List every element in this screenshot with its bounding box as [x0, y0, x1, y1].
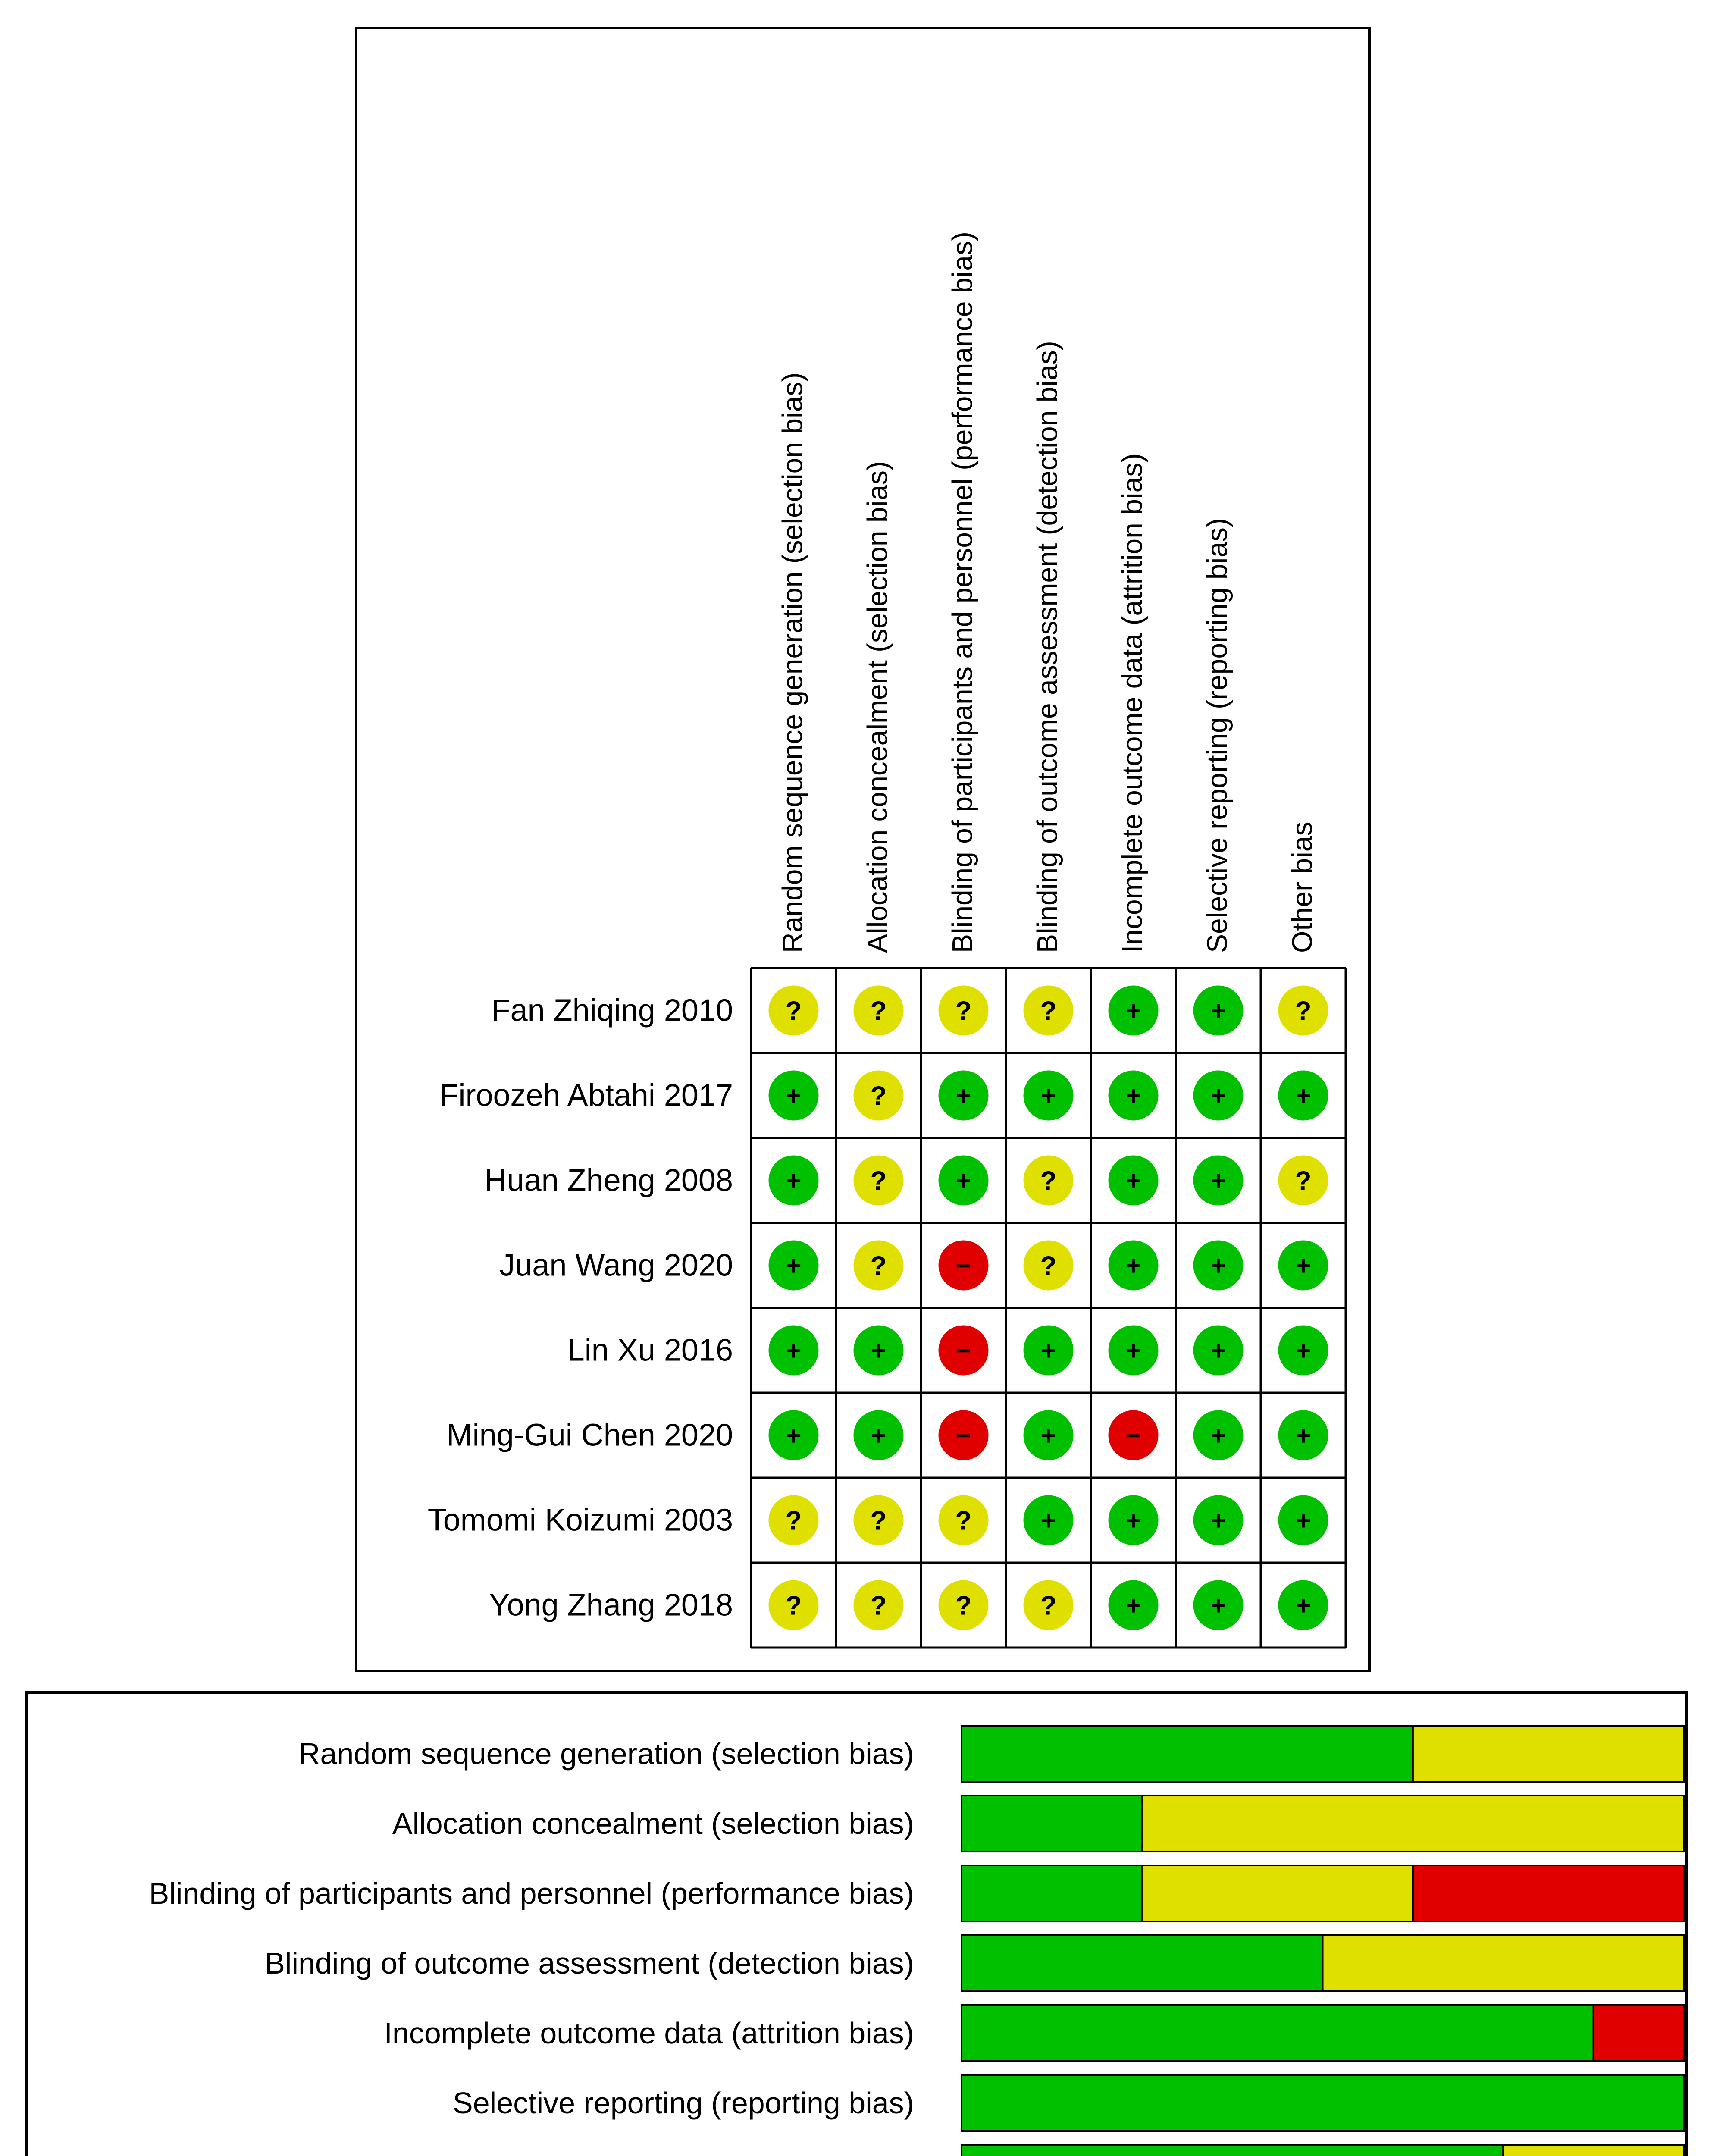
unclear-risk-marker [769, 1495, 819, 1545]
marker-symbol: + [786, 1081, 802, 1111]
marker-symbol: + [1125, 1251, 1141, 1281]
marker-symbol: + [1210, 1166, 1226, 1196]
unclear-risk-marker [1024, 1156, 1074, 1206]
low-risk-marker [1193, 1326, 1244, 1376]
unclear-risk-marker [1024, 986, 1074, 1036]
unclear-risk-marker [1278, 986, 1328, 1036]
marker-symbol: + [1295, 1336, 1311, 1366]
marker-symbol: + [871, 1336, 886, 1366]
marker-symbol: + [1040, 1421, 1056, 1451]
low-risk-marker [1109, 1156, 1159, 1206]
low-risk-marker [1193, 1241, 1244, 1291]
marker-symbol: ? [1295, 996, 1312, 1026]
marker-symbol: ? [870, 1251, 887, 1281]
marker-symbol: + [955, 1081, 971, 1111]
study-label: Tomomi Koizumi 2003 [427, 1503, 733, 1538]
unclear-risk-bar [1413, 1726, 1684, 1782]
risk-of-bias-summary [428, 232, 1346, 1648]
marker-symbol: ? [1040, 1591, 1057, 1621]
marker-symbol: ? [870, 1591, 887, 1621]
unclear-risk-bar [1503, 2145, 1684, 2156]
unclear-risk-marker [854, 1580, 904, 1630]
unclear-risk-marker [854, 1241, 904, 1291]
low-risk-marker [1278, 1410, 1328, 1460]
unclear-risk-marker [939, 1580, 989, 1630]
marker-symbol: + [871, 1421, 886, 1451]
low-risk-marker [769, 1071, 819, 1121]
marker-symbol: ? [870, 996, 887, 1026]
unclear-risk-marker [939, 986, 989, 1036]
marker-symbol: + [1125, 1591, 1141, 1621]
domain-header: Allocation concealment (selection bias) [861, 461, 893, 953]
marker-symbol: − [955, 1421, 971, 1451]
marker-symbol: − [955, 1251, 971, 1281]
unclear-risk-bar [1142, 1865, 1413, 1921]
marker-symbol: ? [1040, 1251, 1057, 1281]
marker-symbol: + [786, 1421, 802, 1451]
low-risk-marker [1109, 1580, 1159, 1630]
marker-symbol: + [786, 1251, 802, 1281]
marker-symbol: + [1040, 1506, 1056, 1536]
marker-symbol: + [786, 1166, 802, 1196]
low-risk-marker [1193, 1580, 1244, 1630]
high-risk-marker [1109, 1410, 1159, 1460]
low-risk-marker [1024, 1326, 1074, 1376]
study-label: Lin Xu 2016 [567, 1333, 733, 1368]
low-risk-marker [769, 1410, 819, 1460]
marker-symbol: ? [870, 1166, 887, 1196]
low-risk-marker [1109, 986, 1159, 1036]
domain-label: Random sequence generation (selection bias) [298, 1737, 914, 1771]
marker-symbol: ? [955, 1506, 972, 1536]
marker-symbol: + [1210, 1591, 1226, 1621]
marker-symbol: + [1040, 1081, 1056, 1111]
high-risk-marker [939, 1410, 989, 1460]
low-risk-marker [1024, 1410, 1074, 1460]
low-risk-marker [769, 1156, 819, 1206]
low-risk-marker [854, 1410, 904, 1460]
low-risk-marker [1024, 1495, 1074, 1545]
domain-header: Blinding of outcome assessment (detection bias) [1031, 341, 1063, 953]
unclear-risk-marker [854, 1071, 904, 1121]
unclear-risk-bar [1142, 1796, 1684, 1852]
domain-header: Selective reporting (reporting bias) [1201, 518, 1233, 953]
low-risk-marker [769, 1326, 819, 1376]
marker-symbol: + [786, 1336, 802, 1366]
unclear-risk-marker [854, 1495, 904, 1545]
risk-of-bias-graph [149, 1726, 1684, 2156]
marker-symbol: + [1210, 996, 1226, 1026]
marker-symbol: + [1210, 1421, 1226, 1451]
marker-symbol: + [1295, 1081, 1311, 1111]
unclear-risk-marker [939, 1495, 989, 1545]
study-label: Yong Zhang 2018 [489, 1588, 733, 1623]
marker-symbol: ? [785, 996, 802, 1026]
marker-symbol: + [1210, 1506, 1226, 1536]
low-risk-bar [962, 2145, 1503, 2156]
unclear-risk-marker [854, 1156, 904, 1206]
unclear-risk-marker [1024, 1241, 1074, 1291]
study-label: Juan Wang 2020 [499, 1248, 733, 1283]
domain-label: Allocation concealment (selection bias) [392, 1807, 914, 1840]
low-risk-marker [1278, 1495, 1328, 1545]
marker-symbol: ? [870, 1081, 887, 1111]
low-risk-marker [1193, 1071, 1244, 1121]
high-risk-bar [1413, 1865, 1684, 1921]
unclear-risk-marker [1024, 1580, 1074, 1630]
low-risk-bar [962, 2075, 1684, 2131]
domain-header: Random sequence generation (selection bias) [776, 372, 808, 953]
marker-symbol: + [1295, 1421, 1311, 1451]
marker-symbol: + [1295, 1591, 1311, 1621]
low-risk-marker [1109, 1326, 1159, 1376]
low-risk-marker [1278, 1580, 1328, 1630]
unclear-risk-bar [1323, 1935, 1684, 1991]
low-risk-marker [939, 1071, 989, 1121]
marker-symbol: + [1210, 1081, 1226, 1111]
marker-symbol: ? [1295, 1166, 1312, 1196]
marker-symbol: + [1125, 1506, 1141, 1536]
study-label: Fan Zhiqing 2010 [491, 993, 733, 1028]
low-risk-marker [1024, 1071, 1074, 1121]
low-risk-bar [962, 2005, 1594, 2061]
marker-symbol: ? [785, 1591, 802, 1621]
domain-header: Other bias [1286, 821, 1318, 953]
marker-symbol: + [1040, 1336, 1056, 1366]
marker-symbol: − [955, 1336, 971, 1366]
study-label: Firoozeh Abtahi 2017 [439, 1078, 733, 1113]
low-risk-marker [1193, 1410, 1244, 1460]
low-risk-marker [1278, 1241, 1328, 1291]
marker-symbol: + [1125, 1081, 1141, 1111]
low-risk-bar [962, 1865, 1142, 1921]
low-risk-bar [962, 1796, 1142, 1852]
high-risk-marker [939, 1241, 989, 1291]
low-risk-marker [1278, 1071, 1328, 1121]
low-risk-marker [1193, 986, 1244, 1036]
marker-symbol: ? [955, 1591, 972, 1621]
marker-symbol: + [1295, 1251, 1311, 1281]
low-risk-marker [854, 1326, 904, 1376]
marker-symbol: + [1210, 1336, 1226, 1366]
domain-header: Incomplete outcome data (attrition bias) [1116, 453, 1148, 953]
unclear-risk-marker [769, 986, 819, 1036]
marker-symbol: + [955, 1166, 971, 1196]
domain-label: Incomplete outcome data (attrition bias) [384, 2016, 914, 2050]
domain-header: Blinding of participants and personnel (performance bias) [946, 232, 978, 953]
low-risk-marker [1278, 1326, 1328, 1376]
marker-symbol: ? [955, 996, 972, 1026]
low-risk-bar [962, 1935, 1323, 1991]
domain-label: Selective reporting (reporting bias) [453, 2086, 914, 2120]
marker-symbol: ? [1040, 1166, 1057, 1196]
low-risk-marker [1193, 1156, 1244, 1206]
low-risk-bar [962, 1726, 1413, 1782]
marker-symbol: + [1125, 1166, 1141, 1196]
marker-symbol: + [1125, 1336, 1141, 1366]
marker-symbol: + [1210, 1251, 1226, 1281]
marker-symbol: ? [1040, 996, 1057, 1026]
marker-symbol: + [1295, 1506, 1311, 1536]
high-risk-bar [1594, 2005, 1684, 2061]
low-risk-marker [1109, 1495, 1159, 1545]
low-risk-marker [1109, 1071, 1159, 1121]
marker-symbol: ? [870, 1506, 887, 1536]
high-risk-marker [939, 1326, 989, 1376]
low-risk-marker [1193, 1495, 1244, 1545]
domain-label: Blinding of outcome assessment (detection bias) [265, 1946, 914, 1980]
marker-symbol: + [1125, 996, 1141, 1026]
unclear-risk-marker [769, 1580, 819, 1630]
study-label: Ming-Gui Chen 2020 [446, 1418, 733, 1453]
unclear-risk-marker [854, 986, 904, 1036]
low-risk-marker [769, 1241, 819, 1291]
domain-label: Blinding of participants and personnel (performance bias) [149, 1877, 914, 1910]
low-risk-marker [939, 1156, 989, 1206]
study-label: Huan Zheng 2008 [484, 1163, 733, 1198]
marker-symbol: ? [785, 1506, 802, 1536]
unclear-risk-marker [1278, 1156, 1328, 1206]
marker-symbol: − [1125, 1421, 1141, 1451]
low-risk-marker [1109, 1241, 1159, 1291]
